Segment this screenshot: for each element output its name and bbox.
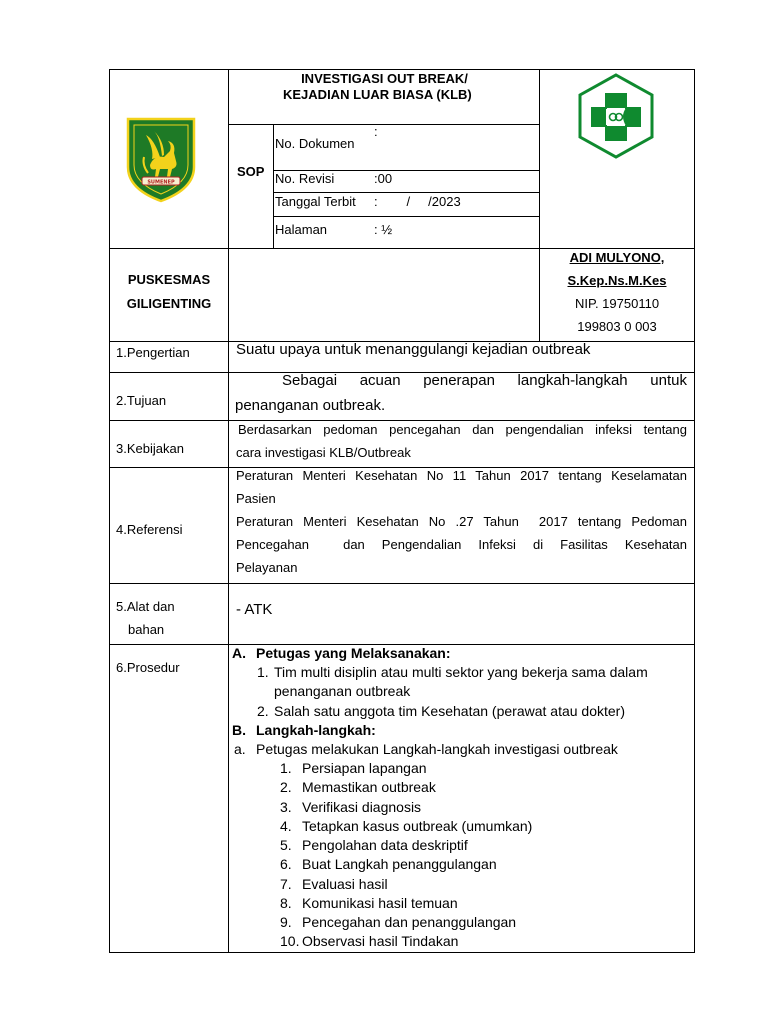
b-sub-text: Petugas melakukan Langkah-langkah investigasi outbreak [256,741,618,757]
section-a-title: Petugas yang Melaksanakan: [256,645,451,661]
row-label-tujuan: 2.Tujuan [116,393,167,408]
tujuan-word: acuan [359,372,401,389]
row-label-alat: 5.Alat dan [116,599,175,614]
step-text: Verifikasi diagnosis [302,799,422,815]
sop-title-line2: KEJADIAN LUAR BIASA (KLB) [283,87,472,102]
tujuan-line1 [282,372,687,390]
step-num: 8. [280,895,292,911]
step-num: 10. [280,933,300,949]
signer-title: S.Kep.Ns.M.Kes [567,273,667,288]
step-text: Observasi hasil Tindakan [302,933,459,949]
step-num: 3. [280,799,292,815]
tujuan-word: Sebagai [282,372,338,389]
section-b-title: Langkah-langkah: [256,722,376,738]
doc-number-value: : [374,124,378,139]
health-cross-logo [576,72,656,160]
step-num: 9. [280,914,292,930]
step-num: 2. [280,779,292,795]
section-a-marker: A. [232,645,246,661]
row-label-kebijakan: 3.Kebijakan [116,441,184,456]
kebijakan-line1: Berdasarkan pedoman pencegahan dan pengendalian infeksi tentang [238,422,687,437]
revision-label: No. Revisi [275,171,335,186]
sop-title-line1: INVESTIGASI OUT BREAK/ [301,71,468,86]
signer-nip-line1: NIP. 19750110 [574,296,660,311]
step-text: Persiapan lapangan [302,760,427,776]
step-num: 5. [280,837,292,853]
kebijakan-line2: cara investigasi KLB/Outbreak [236,445,411,460]
referensi-line5: Pelayanan [236,560,298,575]
page-label: Halaman [275,222,328,237]
emblem-ribbon-text: SUMENEP [147,179,175,186]
b-sub-marker: a. [234,741,246,757]
signer-name: ADI MULYONO, [569,250,665,265]
step-num: 6. [280,856,292,872]
step-text: Buat Langkah penanggulangan [302,856,497,872]
section-b-marker: B. [232,722,246,738]
signer-nip-line2: 199803 0 003 [577,319,657,334]
a-item-2-line1: Salah satu anggota tim Kesehatan (perawat atau dokter) [274,703,625,719]
referensi-line1: Peraturan Menteri Kesehatan No 11 Tahun 2017 tentang Keselamatan [236,468,687,483]
step-text: Tetapkan kasus outbreak (umumkan) [302,818,533,834]
row-label-referensi: 4.Referensi [116,522,183,537]
doc-number-label: No. Dokumen [275,136,355,151]
tujuan-word: untuk [650,372,687,389]
tujuan-word: penerapan [423,372,495,389]
tujuan-line2: penanganan outbreak. [235,397,386,414]
step-num: 7. [280,876,292,892]
step-text: Komunikasi hasil temuan [302,895,458,911]
sop-label: SOP [237,164,265,179]
pengertian-text: Suatu upaya untuk menanggulangi kejadian outbreak [236,341,591,358]
a-item-1-line1: Tim multi disiplin atau multi sektor yang bekerja sama dalam [274,664,648,680]
step-num: 1. [280,760,292,776]
regency-emblem-logo [124,115,198,203]
issue-date-value: : / /2023 [374,194,461,209]
row-label-pengertian: 1.Pengertian [116,345,190,360]
referensi-line3: Peraturan Menteri Kesehatan No .27 Tahun 2017 tentang Pedoman [236,514,687,529]
row-label-bahan: bahan [128,622,165,637]
revision-value: :00 [374,171,393,186]
a-item-1-line2: penanganan outbreak [274,683,411,699]
a-item-2-num: 2. [257,703,269,719]
referensi-line4: Pencegahan dan Pengendalian Infeksi di Fasilitas Kesehatan [236,537,687,552]
issue-date-label: Tanggal Terbit [275,194,356,209]
alat-text: - ATK [236,601,273,618]
org-name-line1: PUSKESMAS [127,272,211,287]
step-num: 4. [280,818,292,834]
a-item-1-num: 1. [257,664,269,680]
step-text: Pencegahan dan penanggulangan [302,914,517,930]
referensi-line2: Pasien [236,491,276,506]
step-text: Memastikan outbreak [302,779,436,795]
org-name-line2: GILIGENTING [126,296,212,311]
row-label-prosedur: 6.Prosedur [116,660,180,675]
tujuan-word: langkah-langkah [517,372,628,389]
step-text: Pengolahan data deskriptif [302,837,468,853]
step-text: Evaluasi hasil [302,876,388,892]
page-value: : ½ [374,222,393,237]
